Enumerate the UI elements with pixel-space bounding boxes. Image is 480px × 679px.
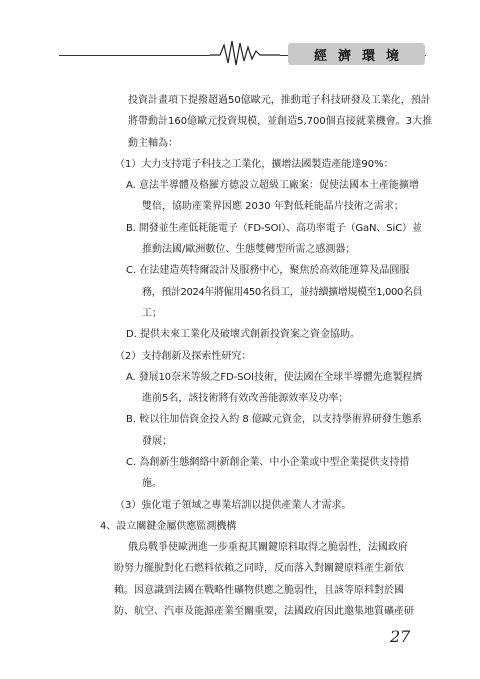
list-heading: （3）強化電子領域之專業培訓以提供產業人才需求。	[115, 500, 352, 511]
list-item: D. 提供未來工業化及破壞式創新投資案之資金協助。	[126, 329, 361, 340]
paragraph-line: 俄烏戰爭使歐洲進一步重視其關鍵原料取得之脆弱性，法國政府	[128, 542, 408, 553]
list-heading: （1）大力支持電子科技之工業化，擴增法國製造產能達90%：	[115, 159, 394, 170]
paragraph-line: 投資計畫項下提撥超過50億歐元，推動電子科技研發及工業化，預計	[128, 95, 431, 106]
list-item-continuation: 推動法國/歐洲數位、生態雙轉型所需之感測器；	[142, 244, 356, 255]
list-item: C. 在法建造英特爾設計及服務中心，聚焦於高效能運算及晶圓服	[126, 265, 410, 276]
list-item: A. 意法半導體及格羅方德設立超級工廠案：促使法國本土產能擴增	[126, 180, 420, 191]
list-item: A. 發展10奈米等級之FD-SOI技術，使法國在全球半導體先進製程擠	[126, 372, 423, 383]
page-number: 27	[390, 627, 411, 646]
list-item-continuation: 務，預計2024年將僱用450名員工，並持續擴增規模至1,000名員	[142, 287, 423, 298]
paragraph-line: 防、航空、汽車及能源產業至關重要，法國政府因此邀集地質礦產研	[114, 606, 414, 617]
list-item: B. 較以往加倍資金投入約 8 億歐元資金，以支持學術界研發生態系	[126, 414, 422, 425]
paragraph-line: 將帶動計160億歐元投資規模，並創造5,700個直接就業機會。3大推	[128, 116, 433, 127]
list-item: C. 為創新生態網絡中新創企業、中小企業或中型企業提供支持措	[126, 457, 410, 468]
list-item: B. 開發並生產低耗能電子（FD-SOI）、高功率電子（GaN、SiC）並	[126, 223, 422, 234]
paragraph-line: 賴。因意識到法國在戰略性礦物供應之脆弱性，且該等原料對於國	[114, 585, 404, 596]
paragraph-line: 盼努力擺脫對化石燃料依賴之同時，反而落入對關鍵原料產生新依	[114, 563, 404, 574]
heartbeat-wave-icon	[210, 37, 280, 67]
section-title-tag: 經濟環境	[288, 43, 425, 65]
list-heading: （2）支持創新及探索性研究：	[115, 351, 252, 362]
list-item-continuation: 施。	[142, 478, 162, 489]
list-item-continuation: 工；	[142, 308, 162, 319]
list-item-continuation: 進前5名，該技術將有效改善能源效率及功率；	[142, 393, 349, 404]
paragraph-line: 動主軸為：	[128, 138, 178, 149]
list-item-continuation: 發展；	[142, 436, 172, 447]
list-item-continuation: 雙倍，協助產業界因應 2030 年對低耗能晶片技術之需求；	[142, 201, 404, 212]
section-heading: 4、設立關鍵金屬供應監測機構	[100, 521, 237, 532]
